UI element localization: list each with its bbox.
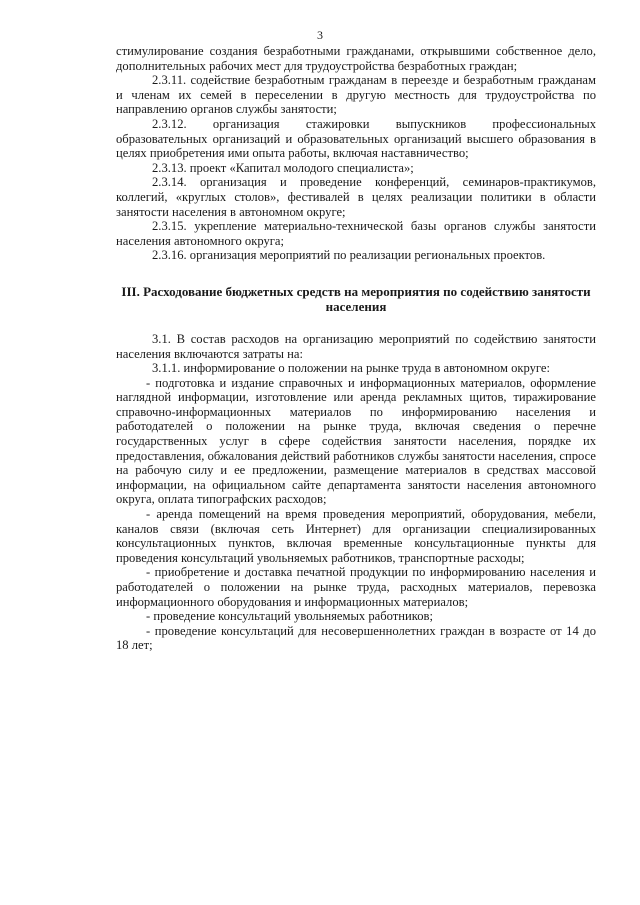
paragraph: стимулирование создания безработными гражданами, открывшими собственное дело, дополнительных рабочих мест для трудоустройства безработных граждан; — [116, 44, 596, 73]
paragraph: 2.3.12. организация стажировки выпускников профессиональных образовательных организаций и образовательных организаций высшего образования в целях приобретения ими опыта работы, включая наставничество; — [116, 116, 596, 161]
paragraph: 2.3.16. организация мероприятий по реализации региональных проектов. — [152, 248, 546, 263]
paragraph: 2.3.11. содействие безработным гражданам в переезде и безработным гражданам и членам их семей в переселении в другую местность для трудоустройства по направлению органов службы занятости; — [116, 73, 596, 117]
paragraph: - проведение консультаций увольняемых работников; — [146, 609, 433, 624]
section-heading: III. Расходование бюджетных средств на мероприятия по содействию занятости населения — [121, 283, 591, 314]
paragraph: 2.3.14. организация и проведение конференций, семинаров-практикумов, коллегий, «круглых столов», фестивалей в целях реализации политики в области занятости населения в автономном округе; — [116, 175, 596, 219]
paragraph: 3.1.1. информирование о положении на рынке труда в автономном округе: — [152, 361, 551, 376]
paragraph: - приобретение и доставка печатной продукции по информированию населения и работодателей о положении на рынке труда, расходных материалов, перевозка информационного оборудования и информационных материалов; — [116, 565, 596, 609]
paragraph: 2.3.13. проект «Капитал молодого специалиста»; — [152, 160, 414, 175]
page-number: 3 — [317, 28, 323, 42]
document-body — [116, 44, 596, 653]
paragraph: - подготовка и издание справочных и информационных материалов, оформление наглядной информации, изготовление или аренда рекламных щитов, тиражирование справочно-информационных материалов по информированию населения и работодателей о положении на рынке труда, включая сведения о перечне государственных услуг в сфере содействия занятости населения, порядке их предоставления, обжалования действий работников службы занятости населения, спросе на рабочую силу и ее предложении, размещение материалов в средствах массовой информации, на официальном сайте департамента занятости населения автономного округа, оплата типографских расходов; — [116, 375, 596, 507]
paragraph: 3.1. В состав расходов на организацию мероприятий по содействию занятости населения включаются затраты на: — [116, 331, 596, 361]
paragraph: - проведение консультаций для несовершеннолетних граждан в возрасте от 14 до 18 лет; — [116, 623, 596, 653]
paragraph: 2.3.15. укрепление материально-технической базы органов службы занятости населения автономного округа; — [116, 219, 596, 248]
paragraph: - аренда помещений на время проведения мероприятий, оборудования, мебели, каналов связи (включая сеть Интернет) для организации специализированных консультационных пунктов, включая временные консультационные пункты для проведения консультаций увольняемых работников, транспортные расходы; — [116, 507, 596, 565]
